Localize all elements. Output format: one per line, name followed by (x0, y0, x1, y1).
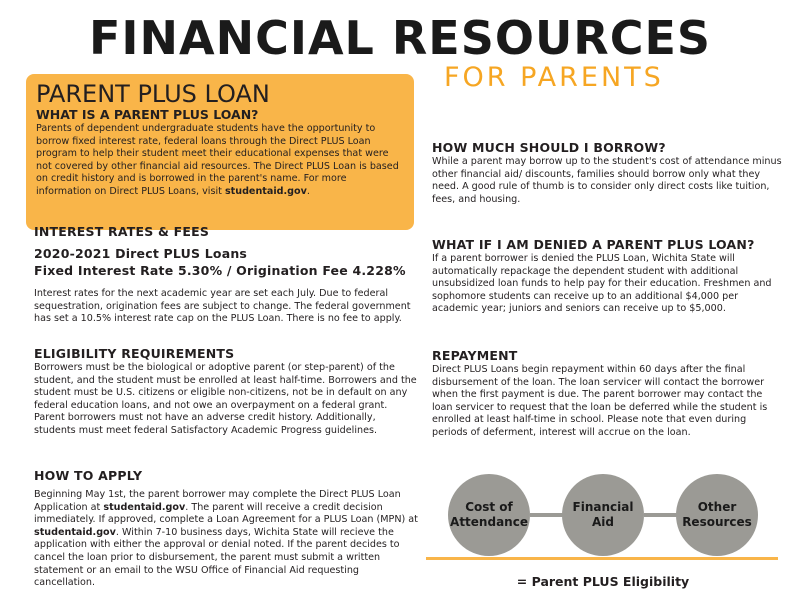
other-resources-circle: Other Resources (676, 474, 758, 556)
borrow-heading: HOW MUCH SHOULD I BORROW? (432, 140, 666, 155)
borrow-section (432, 140, 782, 206)
intro-body-end: . (306, 185, 310, 197)
studentaid-link-1[interactable]: studentaid.gov (103, 501, 186, 513)
apply-body-part1: Beginning May 1st, the parent borrower may complete the Direct PLUS Loan Application at (34, 489, 401, 513)
apply-heading: HOW TO APPLY (34, 468, 143, 483)
denied-body: If a parent borrower is denied the PLUS Loan, Wichita State will automatically repackage the dependent student with additional unsubsidized loan funds to help pay for their education. Freshmen and sophomore students can receive up to an additional $4,000 per academic year; juniors and seniors can receive up to $5,000. (432, 253, 772, 315)
denied-heading: WHAT IF I AM DENIED A PARENT PLUS LOAN? (432, 237, 755, 252)
interest-body: Interest rates for the next academic year are set each July. Due to federal sequestration, origination fees are subject to change. The federal government has set a 10.5% interest rate cap on the PLUS Loan. There is no fee to apply. (34, 288, 411, 325)
eligibility-diagram (426, 468, 778, 568)
divider-line (426, 557, 778, 560)
studentaid-link-2[interactable]: studentaid.gov (34, 526, 116, 538)
repayment-heading: REPAYMENT (432, 348, 518, 363)
interest-heading: INTEREST RATES & FEES (34, 224, 210, 239)
intro-subheading: WHAT IS A PARENT PLUS LOAN? (36, 107, 259, 122)
repayment-body: Direct PLUS Loans begin repayment within 60 days after the final disbursement of the loan. The loan servicer will contact the borrower when the first payment is due. The parent borrower may contact the loan servicer to request that the loan be deferred while the student is enrolled at least half-time in school. Please note that even during periods of deferment, interest will accrue on the loan. (432, 364, 768, 438)
connector-line (530, 513, 564, 517)
denied-section (432, 237, 782, 316)
intro-body (36, 123, 404, 199)
intro-box (26, 74, 414, 230)
borrow-body: While a parent may borrow up to the student's cost of attendance minus other financial aid/ discounts, families should borrow only what they need. A good rule of thumb is to consider only direct costs like tuition, fees, and housing. (432, 156, 782, 205)
intro-body-text: Parents of dependent undergraduate students have the opportunity to borrow fixed interest rate, federal loans through the Direct PLUS Loan program to help their student meet their educational expenses that were not covered by other financial aid resources. The Direct PLUS Loan is based on credit history and is borrowed in the parent's name. For more information on Direct PLUS Loans, visit (36, 123, 399, 197)
apply-body (34, 489, 419, 590)
connector-line (644, 513, 678, 517)
page-subtitle: FOR PARENTS (444, 62, 664, 93)
apply-section (34, 468, 419, 590)
eligibility-heading: ELIGIBILITY REQUIREMENTS (34, 346, 235, 361)
financial-aid-circle: Financial Aid (562, 474, 644, 556)
eligibility-body: Borrowers must be the biological or adoptive parent (or step-parent) of the student, and the student must be enrolled at least half-time. Borrowers and the student must be U.S. citizens or eligible non-citizens, not be in default on any federal education loans, and not owe an overpayment on a federal grant. Parent borrowers must not have an adverse credit history. Additionally, students must meet federal Satisfactory Academic Progress guidelines. (34, 362, 417, 436)
eligibility-section (34, 346, 419, 438)
interest-section (34, 224, 419, 326)
apply-body-part3: . Within 7-10 business days, Wichita State will recieve the application with either the approval or denial noted. If the parent decides to cancel the loan prior to disbursement, the parent must submit a written statement or an email to the WSU Office of Financial Aid requesting cancellation. (34, 526, 400, 589)
intro-heading: PARENT PLUS LOAN (36, 80, 270, 108)
interest-rate-line1: 2020-2021 Direct PLUS Loans (34, 246, 248, 261)
cost-of-attendance-circle: Cost of Attendance (448, 474, 530, 556)
studentaid-link[interactable]: studentaid.gov (224, 185, 307, 197)
page-title: FINANCIAL RESOURCES (88, 11, 712, 65)
plus-eligibility-label: = Parent PLUS Eligibility (516, 574, 690, 589)
apply-body-part2: . The parent will receive a credit decision immediately. If approved, complete a Loan Agreement for a PLUS Loan (MPN) at (34, 501, 418, 526)
interest-rate-line2: Fixed Interest Rate 5.30% / Origination Fee 4.228% (34, 263, 406, 278)
repayment-section (432, 348, 782, 440)
